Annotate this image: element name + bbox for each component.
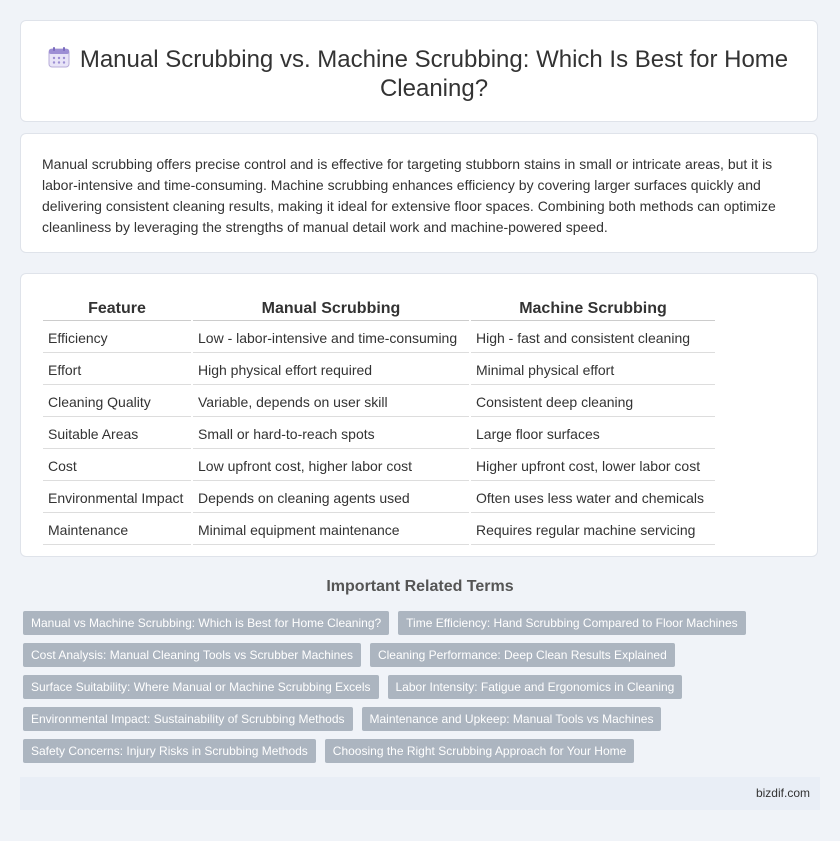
cell-manual: Variable, depends on user skill — [193, 387, 469, 417]
cell-machine: Minimal physical effort — [471, 355, 715, 385]
related-terms-title: Important Related Terms — [326, 578, 514, 595]
table-row — [43, 355, 715, 385]
comparison-table — [41, 294, 717, 547]
table-row — [43, 387, 715, 417]
tag-row — [23, 611, 803, 635]
intro-card — [20, 133, 818, 253]
page-title: Manual Scrubbing vs. Machine Scrubbing: Which Is Best for Home Cleaning? — [79, 46, 789, 102]
header-card — [20, 20, 818, 122]
cell-manual: Small or hard-to-reach spots — [193, 419, 469, 449]
intro-paragraph: Manual scrubbing offers precise control and is effective for targeting stubborn stains in small or intricate areas, but it is labor-intensive and time-consuming. Machine scrubbing enhances efficiency by covering larger surfaces quickly and delivering consistent cleaning results, making it ideal for extensive floor spaces. Combining both methods can optimize cleanliness by leveraging the strengths of manual detail work and machine-powered speed. — [42, 156, 776, 235]
related-term-link[interactable]: Labor Intensity: Fatigue and Ergonomics in Cleaning — [388, 675, 683, 699]
related-term-link[interactable]: Safety Concerns: Injury Risks in Scrubbing Methods — [23, 739, 316, 763]
cell-feature: Cleaning Quality — [43, 387, 191, 417]
cell-machine: Higher upfront cost, lower labor cost — [471, 451, 715, 481]
tag-row — [23, 675, 803, 699]
related-term-link[interactable]: Manual vs Machine Scrubbing: Which is Best for Home Cleaning? — [23, 611, 389, 635]
table-row — [43, 515, 715, 545]
cell-manual: Low upfront cost, higher labor cost — [193, 451, 469, 481]
cell-feature: Efficiency — [43, 323, 191, 353]
cell-feature: Maintenance — [43, 515, 191, 545]
cell-manual: Minimal equipment maintenance — [193, 515, 469, 545]
header-feature: Feature — [43, 296, 191, 321]
tag-row — [23, 643, 803, 667]
table-row — [43, 451, 715, 481]
related-term-link[interactable]: Maintenance and Upkeep: Manual Tools vs Machines — [362, 707, 662, 731]
related-term-link[interactable]: Surface Suitability: Where Manual or Machine Scrubbing Excels — [23, 675, 379, 699]
tag-row — [23, 707, 803, 731]
cell-manual: Depends on cleaning agents used — [193, 483, 469, 513]
cell-feature: Suitable Areas — [43, 419, 191, 449]
cell-manual: Low - labor-intensive and time-consuming — [193, 323, 469, 353]
cell-manual: High physical effort required — [193, 355, 469, 385]
footer-site-link[interactable]: bizdif.com — [755, 786, 810, 800]
cell-feature: Environmental Impact — [43, 483, 191, 513]
related-term-link[interactable]: Environmental Impact: Sustainability of Scrubbing Methods — [23, 707, 353, 731]
cell-machine: Often uses less water and chemicals — [471, 483, 715, 513]
related-term-link[interactable]: Cleaning Performance: Deep Clean Results Explained — [370, 643, 675, 667]
table-row — [43, 419, 715, 449]
table-row — [43, 323, 715, 353]
related-terms-list — [23, 611, 803, 771]
cell-feature: Effort — [43, 355, 191, 385]
related-term-link[interactable]: Choosing the Right Scrubbing Approach for Your Home — [325, 739, 635, 763]
footer — [20, 777, 820, 810]
table-header-row — [43, 296, 715, 321]
header-manual: Manual Scrubbing — [193, 296, 469, 321]
tag-row — [23, 739, 803, 763]
cell-feature: Cost — [43, 451, 191, 481]
cell-machine: Large floor surfaces — [471, 419, 715, 449]
cell-machine: High - fast and consistent cleaning — [471, 323, 715, 353]
header-machine: Machine Scrubbing — [471, 296, 715, 321]
cell-machine: Requires regular machine servicing — [471, 515, 715, 545]
cell-machine: Consistent deep cleaning — [471, 387, 715, 417]
related-term-link[interactable]: Cost Analysis: Manual Cleaning Tools vs Scrubber Machines — [23, 643, 361, 667]
related-term-link[interactable]: Time Efficiency: Hand Scrubbing Compared to Floor Machines — [398, 611, 745, 635]
table-row — [43, 483, 715, 513]
comparison-card — [20, 273, 818, 557]
